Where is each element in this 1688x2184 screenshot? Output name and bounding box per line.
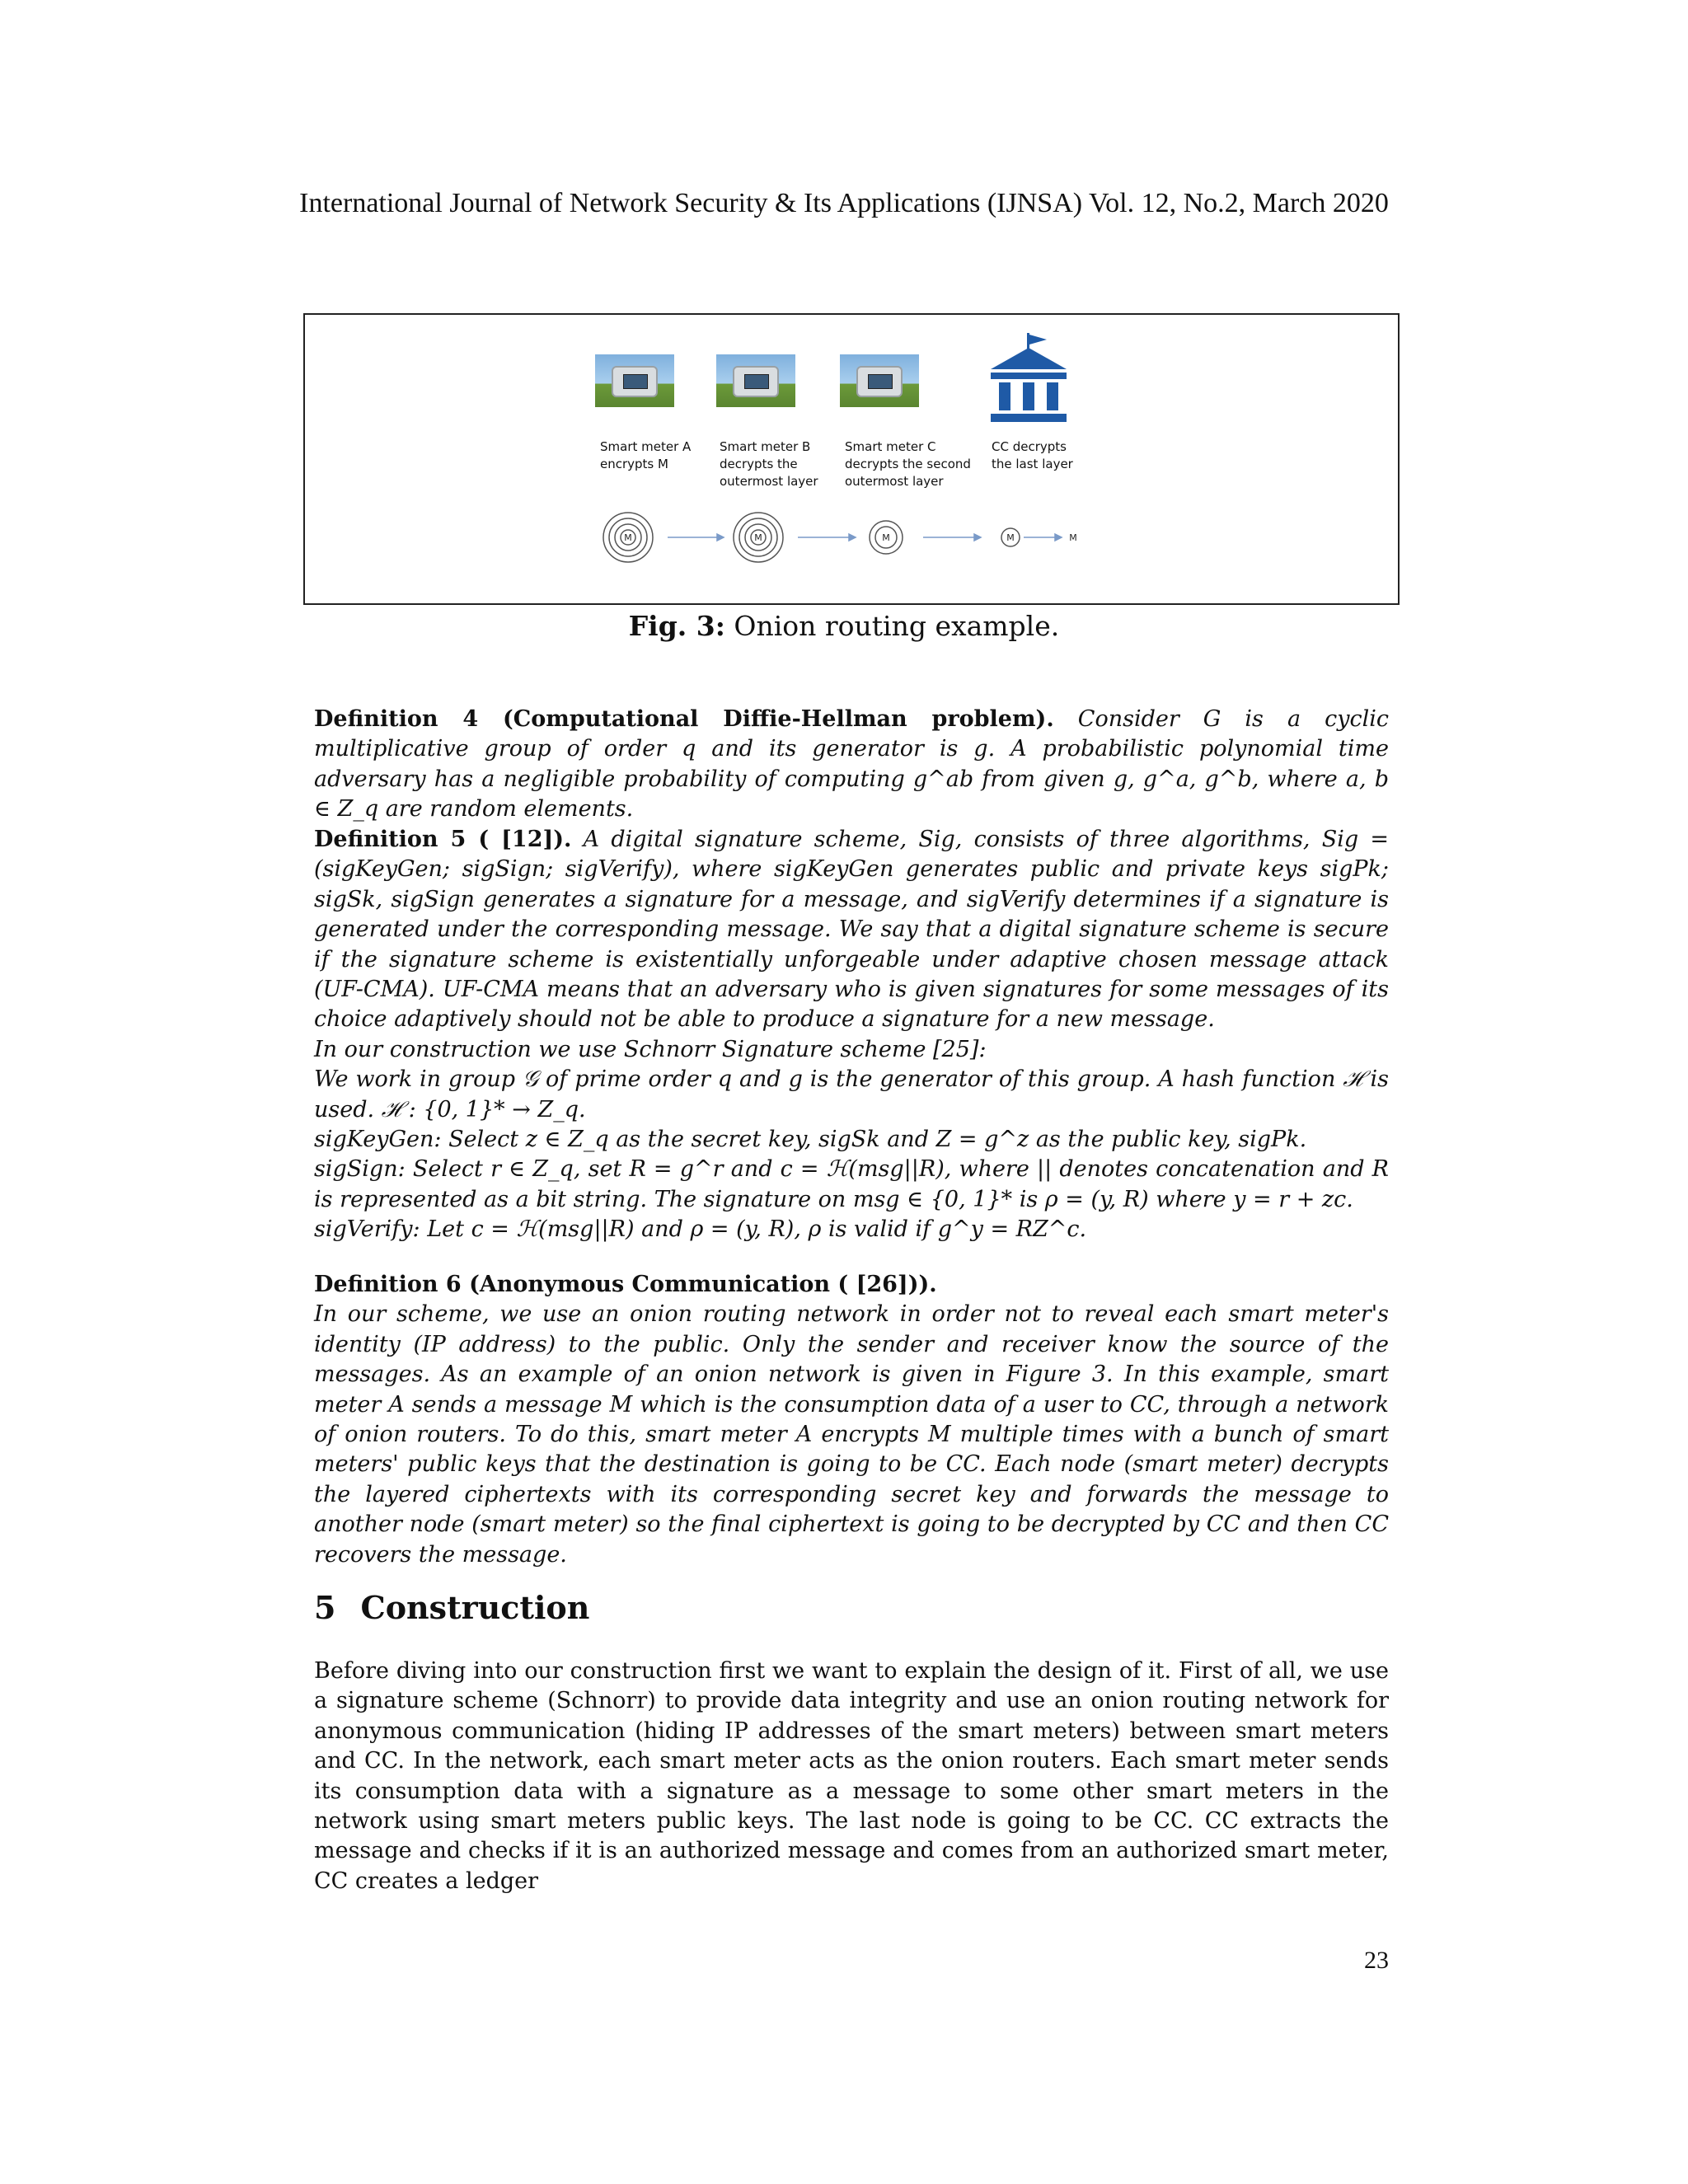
schnorr-keygen: sigKeyGen: Select z ∈ Z_q as the secret key, sigSk and Z = g^z as the public key, sigPk. (314, 1127, 1307, 1153)
definition-6 (314, 1270, 1389, 1570)
figure-onion-routing (303, 313, 1400, 605)
schnorr-sign: sigSign: Select r ∈ Z_q, set R = g^r and c = ℋ(msg||R), where || denotes concatenation and R is represented as a bit string. The signature on msg ∈ {0, 1}* is ρ = (y, R) where y = r + zc. (314, 1156, 1389, 1212)
definition-6-body: In our scheme, we use an onion routing network in order not to reveal each smart meter's identity (IP address) to the public. Only the sender and receiver know the source of the messages. As an example of an onion network is given in Figure 3. In this example, smart meter A sends a message M which is the consumption data of a user to CC, through a network of onion routers. To do this, smart meter A encrypts M multiple times with a bunch of smart meters' public keys that the destination is going to be CC. Each node (smart meter) decrypts the layered ciphertexts with its corresponding secret key and forwards the message to another node (smart meter) so the final ciphertext is going to be decrypted by CC and then CC recovers the message. (314, 1301, 1389, 1568)
definition-6-head: Definition 6 (Anonymous Communication ( [26])). (314, 1272, 937, 1297)
journal-header: International Journal of Network Security & Its Applications (IJNSA) Vol. 12, No.2, March 2020 (299, 188, 1389, 218)
message-m-cc: M (1006, 532, 1015, 543)
definition-4-head: Definition 4 (Computational Diffie-Hellman problem). (314, 706, 1054, 732)
section-body (314, 1657, 1389, 1896)
message-m-b: M (754, 532, 762, 543)
figure-caption (0, 610, 1688, 642)
section-heading (314, 1589, 589, 1626)
node-label-cc: CC decrypts the last layer (992, 439, 1073, 471)
definition-5-head: Definition 5 ( [12]). (314, 827, 572, 852)
schnorr-group: We work in group 𝒢 of prime order q and g is the generator of this group. A hash function ℋ is used. ℋ : {0, 1}* → Z_q. (314, 1066, 1389, 1122)
smart-meter-b-image (716, 354, 795, 407)
smart-meter-a-image (595, 354, 674, 407)
schnorr-intro: In our construction we use Schnorr Signature scheme [25]: (314, 1036, 987, 1062)
message-m-final: M (1069, 532, 1077, 543)
definition-4-body: Consider G is a cyclic multiplicative group of order q and its generator is g. A probabilistic polynomial time adversary has a negligible probability of computing g^ab from given g, g^a, g^b, where a, b ∈ Z_q are random elements. (314, 706, 1390, 823)
node-label-c: Smart meter C decrypts the second outermost layer (845, 439, 971, 489)
message-m-c: M (882, 532, 890, 543)
page-number: 23 (1364, 1947, 1389, 1974)
construction-paragraph: Before diving into our construction first we want to explain the design of it. First of all, we use a signature scheme (Schnorr) to provide data integrity and use an onion routing network for anonymous communication (hiding IP addresses of the smart meters) between smart meters and CC. In the network, each smart meter acts as the onion routers. Each smart meter sends its consumption data with a signature as a message to some other smart meters in the network using smart meters public keys. The last node is going to be CC. CC extracts the message and checks if it is an authorized message and comes from an authorized smart meter, CC creates a ledger (314, 1658, 1389, 1894)
node-label-a: Smart meter A encrypts M (600, 439, 692, 471)
section-number: 5 (314, 1589, 336, 1626)
government-building-icon (987, 333, 1070, 424)
definition-4 (314, 705, 1389, 825)
section-title: Construction (360, 1589, 590, 1626)
onion-layers-diagram (305, 496, 1398, 587)
schnorr-verify: sigVerify: Let c = ℋ(msg||R) and ρ = (y, R), ρ is valid if g^y = RZ^c. (314, 1216, 1087, 1243)
message-m-a: M (624, 532, 632, 543)
definition-5-body: A digital signature scheme, Sig, consists of three algorithms, Sig = (sigKeyGen; sigSign; sigVerify), where sigKeyGen generates public and private keys sigPk; sigSk, sigSign generates a signature for a message, and sigVerify determines if a signature is generated under the corresponding message. We say that a digital signature scheme is secure if the signature scheme is existentially unforgeable under adaptive chosen message attack (UF-CMA). UF-CMA means that an adversary who is given signatures for some messages of its choice adaptively should not be able to produce a signature for a new message. (314, 827, 1389, 1033)
smart-meter-c-image (840, 354, 919, 407)
definition-5 (314, 825, 1389, 1245)
figure-caption-label: Fig. 3: (628, 610, 725, 642)
node-label-b: Smart meter B decrypts the outermost layer (720, 439, 818, 489)
figure-caption-text: Onion routing example. (724, 610, 1060, 642)
